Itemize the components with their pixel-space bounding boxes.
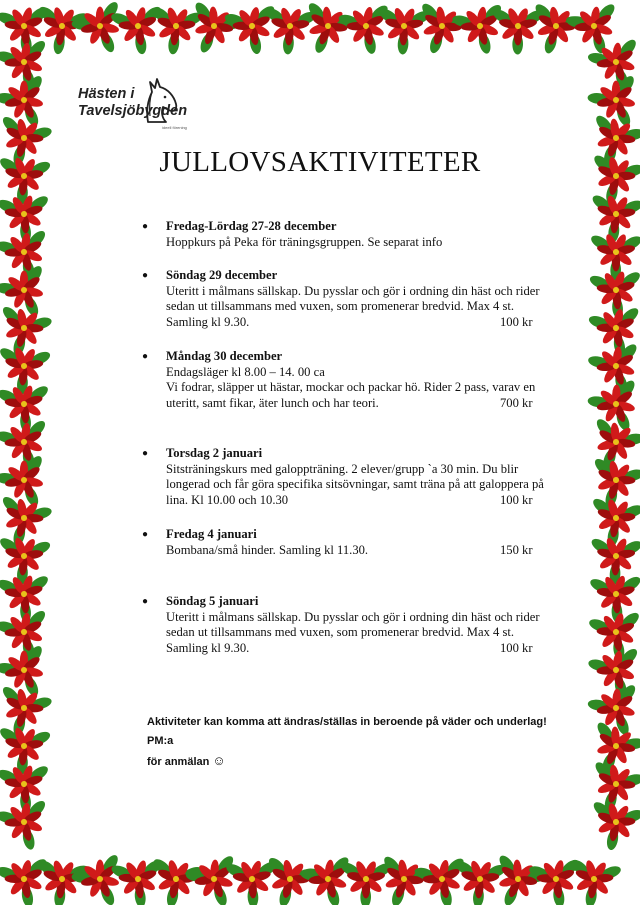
- activity-line: Uteritt i målmans sällskap. Du pysslar och gör i ordning din häst och rider: [166, 283, 540, 298]
- footer-note: [147, 713, 567, 772]
- activity-heading: Söndag 29 december: [166, 268, 278, 282]
- activity-line: Bombana/små hinder. Samling kl 11.30.: [166, 542, 369, 557]
- footer-line-2: för anmälan: [147, 756, 210, 768]
- activity-price: 100 kr: [500, 640, 533, 655]
- bullet: ●: [142, 221, 149, 232]
- activity-line: Vi fodrar, släpper ut hästar, mockar och packar hö. Rider 2 pass, varav en: [166, 380, 536, 394]
- activity-line: sedan ut tillsammans med vuxen, som promenerar bredvid. Max 4 st.: [166, 299, 515, 313]
- page-title: JULLOVSAKTIVITETER: [159, 146, 481, 178]
- bullet: ●: [142, 448, 149, 459]
- activity-heading: Måndag 30 december: [166, 349, 283, 363]
- club-logo: [78, 74, 208, 134]
- bullet: ●: [142, 351, 149, 362]
- logo-subtitle: ideell förening: [162, 125, 187, 130]
- activity-line: sedan ut tillsammans med vuxen, som promenerar bredvid. Max 4 st.: [166, 625, 515, 639]
- activity-item: [142, 594, 568, 656]
- activity-line: Samling kl 9.30.: [166, 314, 250, 329]
- activity-item: [142, 219, 568, 250]
- activity-line: lina. Kl 10.00 och 10.30: [166, 492, 289, 507]
- activity-heading: Fredag 4 januari: [166, 527, 257, 541]
- footer-line-1: Aktiviteter kan komma att ändras/ställas in beroende på väder och underlag! PM:a: [147, 716, 547, 747]
- bullet: ●: [142, 270, 149, 281]
- activity-item: [142, 268, 568, 330]
- logo-line-1: Hästen i: [78, 86, 135, 102]
- activity-heading: Torsdag 2 januari: [166, 446, 263, 460]
- activity-line: uteritt, samt fikar, äter lunch och har teori.: [166, 395, 379, 410]
- activity-heading: Söndag 5 januari: [166, 594, 259, 608]
- activity-line: Endagsläger kl 8.00 – 14. 00 ca: [166, 364, 325, 379]
- activity-item: [142, 527, 568, 558]
- logo-line-2: Tavelsjöbygden: [78, 103, 188, 119]
- activity-line: Sitsträningskurs med galoppträning. 2 elever/grupp `a 30 min. Du blir: [166, 461, 519, 476]
- activity-price: 100 kr: [500, 492, 533, 507]
- activity-heading: Fredag-Lördag 27-28 december: [166, 219, 337, 233]
- bullet: ●: [142, 596, 149, 607]
- activity-price: 150 kr: [500, 542, 533, 557]
- activity-line: longerad och får göra specifika sitsövningar, samt träna på att galoppera på: [166, 477, 544, 491]
- activity-line: Uteritt i målmans sällskap. Du pysslar och gör i ordning din häst och rider: [166, 609, 540, 624]
- activity-line: Samling kl 9.30.: [166, 640, 250, 655]
- activity-item: [142, 446, 568, 508]
- activity-price: 100 kr: [500, 314, 533, 329]
- bullet: ●: [142, 529, 149, 540]
- activity-item: [142, 349, 568, 411]
- activity-line: Hoppkurs på Peka för träningsgruppen. Se separat info: [166, 234, 443, 249]
- activity-price: 700 kr: [500, 395, 533, 410]
- smiley-icon: ☺: [212, 753, 226, 768]
